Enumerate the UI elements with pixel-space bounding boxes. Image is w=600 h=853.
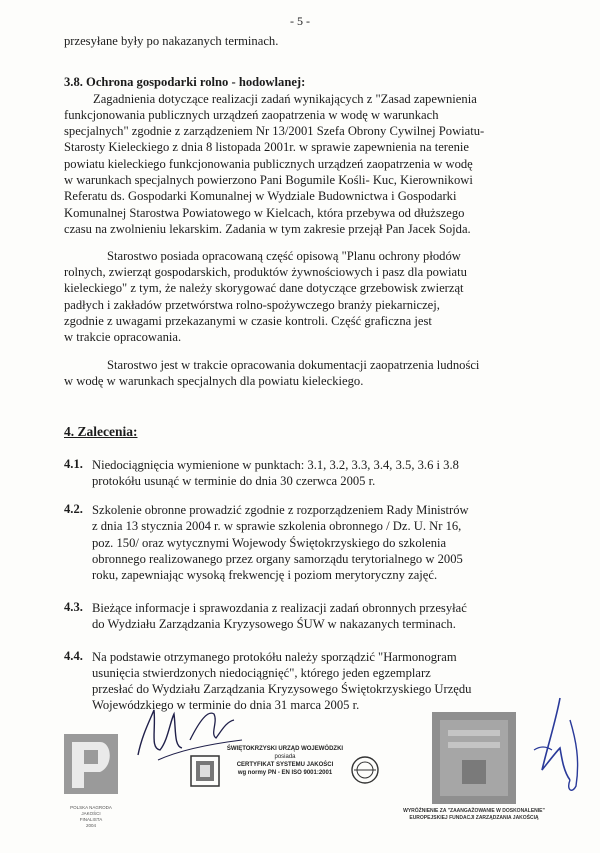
text-line: Starostwo posiada opracowaną część opisową "Planu ochrony płodów [107,249,461,263]
certification-logo-icon [190,755,220,787]
text-line: funkcjonowania publicznych urządzeń zaopatrzenia w wodę w warunkach [64,108,439,122]
text-line: poz. 150/ oraz wytycznymi Wojewody Świętokrzyskiego do szkolenia [92,536,447,550]
certificate-line: wg normy PN - EN ISO 9001:2001 [237,770,333,776]
text-line: obronnego realizowanego przez organy samorządu terytorialnego w 2005 [92,552,463,566]
page-number: - 5 - [290,14,310,28]
text-line: z dnia 13 stycznia 2004 r. w sprawie szkolenia obronnego / Dz. U. Nr 16, [92,519,462,533]
text-line: zgodnie z uwagami przekazanymi w czasie kontroli. Część graficzna jest [64,314,432,328]
section-3-8-heading: 3.8. Ochrona gospodarki rolno - hodowlanej: [64,75,306,89]
efqm-caption [384,808,564,822]
item-number: 4.1. [64,457,83,471]
handwritten-signature-right [530,690,596,800]
efqm-award-box [432,712,516,804]
text-line: czasu na zwolnieniu lekarskim. Zadania w tym zakresie przejął Pan Jacek Sojda. [64,222,471,236]
text-line: w warunkach specjalnych powierzono Pani Bogumile Kośli- Kuc, Kierownikowi [64,173,473,187]
text-line: Starostwo jest w trakcie opracowania dokumentacji zaopatrzenia ludności [107,358,480,372]
text-line: Bieżące informacje i sprawozdania z realizacji zadań obronnych przesyłać [92,601,467,615]
text-line: Na podstawie otrzymanego protokółu należy sporządzić "Harmonogram [92,650,457,664]
text-line: specjalnych" zgodnie z zarządzeniem Nr 13/2001 Szefa Obrony Cywilnej Powiatu- [64,124,485,138]
text-line: kieleckiego" z tym, że należy skorygować dane dotyczące grzebowisk zwierząt [64,281,464,295]
text-line: w wodę w warunkach specjalnych dla powiatu kieleckiego. [64,374,364,388]
text-line: Starosty Kieleckiego z dnia 8 listopada 2001r. w sprawie zapewnienia na terenie [64,140,469,154]
text-line: Referatu ds. Gospodarki Komunalnej w Wydziale Budownictwa i Gospodarki [64,189,457,203]
item-number: 4.3. [64,600,83,614]
certificate-line: posiada [274,754,296,760]
efqm-award-graphic-icon [432,712,516,804]
text-line: padłych i zakładów przetwórstwa rolno-spożywczego branży piekarniczej, [64,298,440,312]
text-line: w trakcie opracowania. [64,330,182,344]
text-line: do Wydziału Zarządzania Kryzysowego ŚUW w nakazanych terminach. [92,617,456,631]
award-text: POLSKA NAGRODA JAKOŚCI [70,805,112,816]
quality-award-emblem-icon [60,730,122,800]
text-line: Wojewódzkiego w terminie do dnia 31 marca 2005 r. [92,698,360,712]
text-line: przesłać do Wydziału Zarządzania Kryzysowego Świętokrzyskiego Urzędu [92,682,472,696]
quality-award-logo [60,730,122,828]
item-number: 4.4. [64,649,83,663]
continuation-line: przesyłane były po nakazanych terminach. [64,34,279,48]
text-line: usunięcia stwierdzonych niedociągnięć", którego jeden egzemplarz [92,666,431,680]
certificate-line: CERTYFIKAT SYSTEMU JAKOŚCI [236,762,334,768]
text-line: Niedociągnięcia wymienione w punktach: 3.1, 3.2, 3.3, 3.4, 3.5, 3.6 i 3.8 [92,458,459,472]
iso-certificate-stamp [190,745,380,795]
iqnet-logo-icon [350,755,380,785]
text-line: Zagadnienia dotyczące realizacji zadań wynikających z "Zasad zapewnienia [93,92,477,106]
efqm-caption-line: EUROPEJSKIEJ FUNDACJI ZARZĄDZANIA JAKOŚCIĄ [409,815,539,821]
award-text: 2004 [85,823,96,828]
text-line: protokółu usunąć w terminie do dnia 30 czerwca 2005 r. [92,474,376,488]
item-number: 4.2. [64,502,83,516]
text-line: roku, zapewniając wysoką frekwencję i poziom merytoryczny zajęć. [92,568,438,582]
award-text: FINALISTA [79,817,103,822]
section-4-heading: 4. Zalecenia: [64,424,138,439]
text-line: Komunalnej Starostwa Powiatowego w Kielcach, która przebywa od dłuższego [64,206,465,220]
efqm-caption-line: WYRÓŻNIENIE ZA "ZAANGAŻOWANIE W DOSKONALENIE" [403,808,545,814]
text-line: powiatu kieleckiego funkcjonowania publicznych urządzeń zaopatrzenia w wodę [64,157,473,171]
text-line: rolnych, zwierząt gospodarskich, produktów żywnościowych i pasz dla powiatu [64,265,467,279]
text-line: Szkolenie obronne prowadzić zgodnie z rozporządzeniem Rady Ministrów [92,503,469,517]
certificate-line: ŚWIĘTOKRZYSKI URZĄD WOJEWÓDZKI [226,746,344,752]
